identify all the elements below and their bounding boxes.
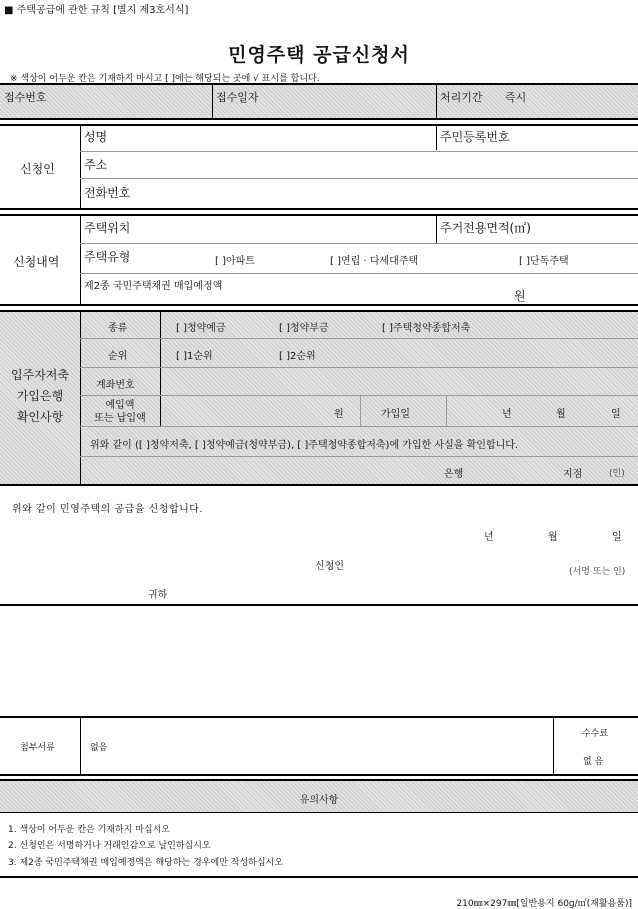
option-subscription-installment[interactable]: [ ]청약부금 <box>279 323 329 334</box>
rrn-label: 주민등록번호 <box>440 130 510 144</box>
note-item-3: 3. 제2종 국민주택채권 매입예정액은 해당하는 경우에만 작성하십시오 <box>8 858 283 868</box>
declaration-day-label: 일 <box>612 532 622 543</box>
savings-rank-label: 순위 <box>108 351 128 362</box>
join-day-label: 일 <box>611 409 621 420</box>
savings-section-label: 입주자저축 가입은행 확인사항 <box>11 368 69 424</box>
attachments-value: 없음 <box>90 743 108 753</box>
receipt-row <box>0 85 638 118</box>
declaration-applicant-label: 신청인 <box>315 561 344 572</box>
applicant-section-label: 신청인 <box>20 162 55 176</box>
join-year-label: 년 <box>502 409 512 420</box>
savings-confirmation-text: 위와 같이 ([ ]청약저축, [ ]청약예금(청약부금), [ ]주택청약종합저축)에 가입한 사실을 확인합니다. <box>90 440 519 451</box>
exclusive-area-label: 주거전용면적(㎡) <box>440 221 531 235</box>
receipt-date-label: 접수일자 <box>216 91 259 104</box>
option-detached-house[interactable]: [ ]단독주택 <box>519 256 569 267</box>
fee-value: 없 음 <box>583 757 604 767</box>
note-item-2: 2. 신청인은 서명하거나 거래인감으로 날인하십시오 <box>8 841 211 851</box>
notes-title: 유의사항 <box>299 795 339 806</box>
addressee-suffix: 귀하 <box>148 590 168 601</box>
address-label: 주소 <box>84 158 108 172</box>
attachments-label: 첨부서류 <box>20 743 55 753</box>
savings-kind-label: 종류 <box>108 323 128 334</box>
option-rank-2[interactable]: [ ]2순위 <box>279 351 316 362</box>
option-comprehensive-savings[interactable]: [ ]주택청약종합저축 <box>382 323 471 334</box>
phone-label: 전화번호 <box>84 186 131 200</box>
declaration-year-label: 년 <box>484 532 494 543</box>
option-subscription-deposit[interactable]: [ ]청약예금 <box>176 323 226 334</box>
bond-amount-label: 제2종 국민주택채권 매입예정액 <box>84 281 223 292</box>
paper-spec-footer: 210㎜×297㎜[일반용지 60g/㎡(재활용품)] <box>456 899 632 909</box>
declaration-month-label: 월 <box>548 532 558 543</box>
page-title: 민영주택 공급신청서 <box>228 44 410 66</box>
processing-period-value: 즉시 <box>505 91 527 104</box>
instruction-note: ※ 색상이 어두운 칸은 기재하지 마시고 [ ]에는 해당되는 곳에 √ 표시를 합니다. <box>10 74 320 84</box>
option-rank-1[interactable]: [ ]1순위 <box>176 351 213 362</box>
house-location-label: 주택위치 <box>84 221 131 235</box>
join-date-label: 가입일 <box>381 409 410 420</box>
declaration-text: 위와 같이 민영주택의 공급을 신청합니다. <box>12 504 204 515</box>
join-month-label: 월 <box>556 409 566 420</box>
fee-label: 수수료 <box>582 729 609 739</box>
name-label: 성명 <box>84 130 108 144</box>
details-section-label: 신청내역 <box>13 255 60 269</box>
house-type-label: 주택유형 <box>84 250 131 264</box>
branch-label: 지점 <box>563 469 583 480</box>
receipt-number-label: 접수번호 <box>4 91 47 104</box>
processing-period-label: 처리기간 <box>440 91 483 104</box>
signature-placeholder: (서명 또는 인) <box>569 567 626 577</box>
account-number-label: 계좌번호 <box>96 380 135 391</box>
deposit-won-unit: 원 <box>334 409 344 420</box>
option-row-house[interactable]: [ ]연립 · 다세대주택 <box>330 256 419 267</box>
form-reference: ■ 주택공급에 관한 규칙 [별지 제3호서식] <box>4 5 189 16</box>
bank-label: 은행 <box>444 469 464 480</box>
deposit-amount-label: 예입액 또는 납입액 <box>94 400 146 424</box>
option-apartment[interactable]: [ ]아파트 <box>215 256 255 267</box>
bond-won-unit: 원 <box>514 289 526 303</box>
bank-seal-mark: (인) <box>609 469 625 479</box>
note-item-1: 1. 색상이 어두운 칸은 기재하지 마십시오 <box>8 825 170 835</box>
